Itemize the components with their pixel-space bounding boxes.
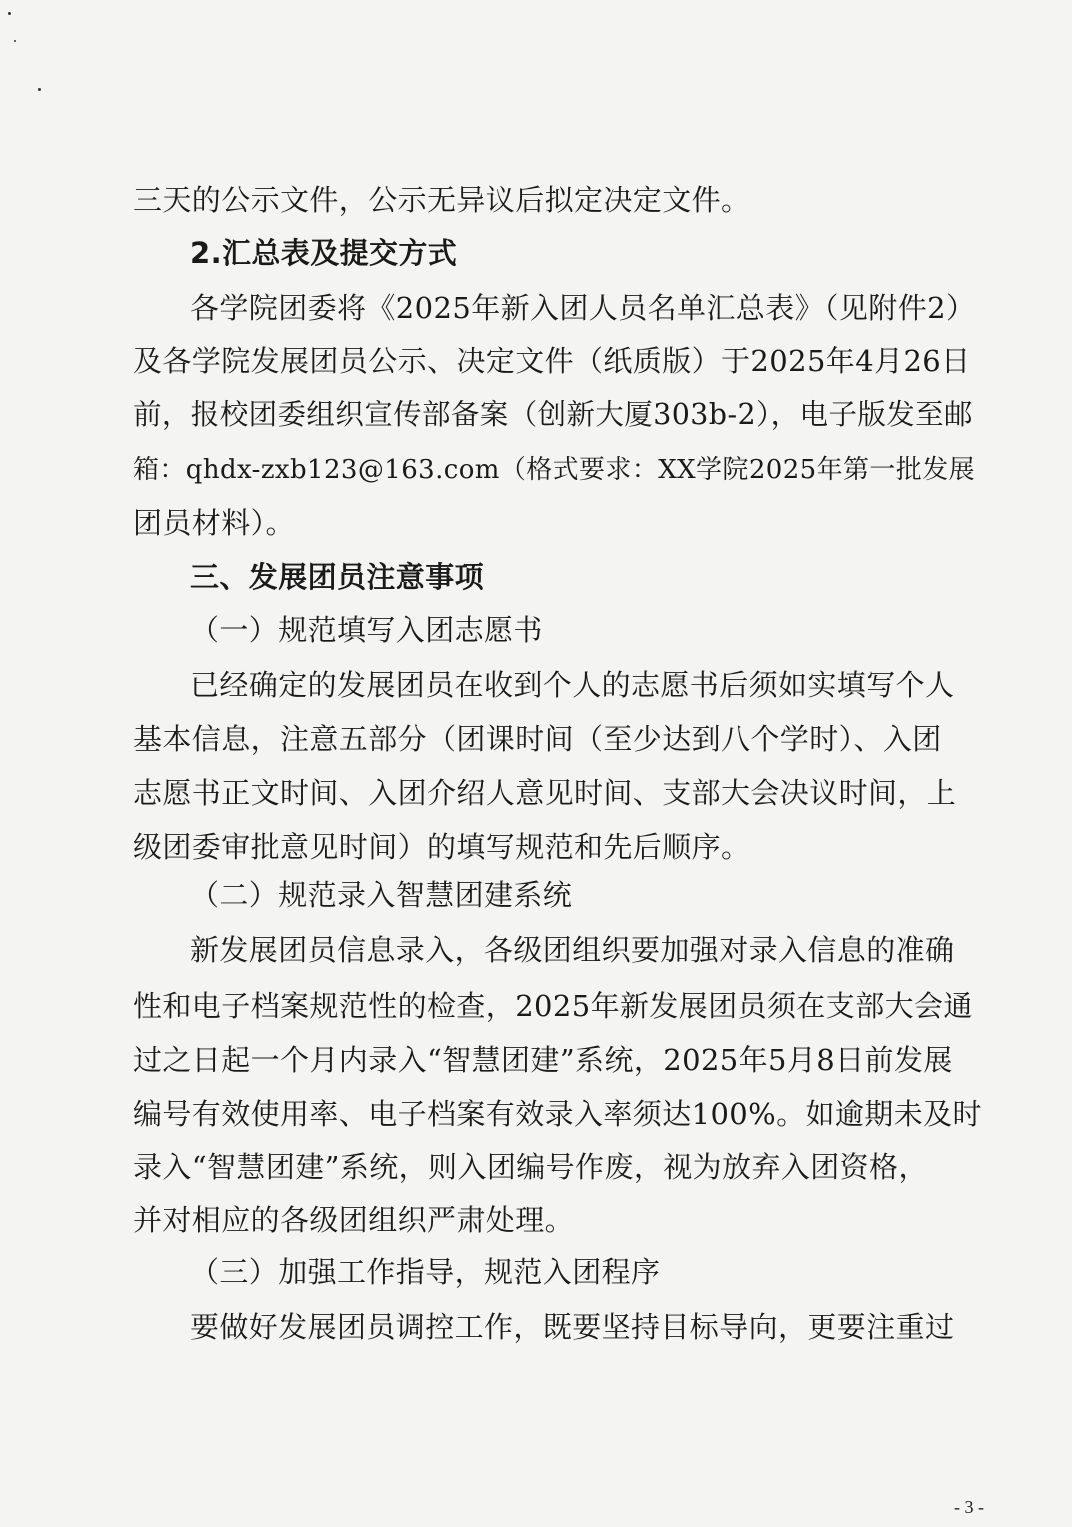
text-line: 性和电子档案规范性的检查，2025年新发展团员须在支部大会通 bbox=[133, 989, 973, 1023]
text-line: 编号有效使用率、电子档案有效录入率须达100%。如逾期未及时 bbox=[133, 1097, 982, 1131]
subsection-heading: （一）规范填写入团志愿书 bbox=[190, 613, 543, 647]
text-line: 及各学院发展团员公示、决定文件（纸质版）于2025年4月26日 bbox=[133, 344, 971, 378]
text-line: 并对相应的各级团组织严肃处理。 bbox=[133, 1203, 575, 1237]
text-line: 各学院团委将《2025年新入团人员名单汇总表》（见附件2） bbox=[190, 291, 976, 325]
text-line: 录入“智慧团建”系统，则入团编号作废，视为放弃入团资格， bbox=[133, 1150, 928, 1184]
text-line: 基本信息，注意五部分（团课时间（至少达到八个学时）、入团 bbox=[133, 722, 942, 756]
text-line: 志愿书正文时间、入团介绍人意见时间、支部大会决议时间，上 bbox=[133, 776, 957, 810]
text-line: 箱：qhdx-zxb123@163.com（格式要求：XX学院2025年第一批发展 bbox=[133, 455, 976, 485]
text-line: 已经确定的发展团员在收到个人的志愿书后须如实填写个人 bbox=[190, 668, 955, 702]
section-heading: 三、发展团员注意事项 bbox=[190, 560, 485, 594]
subsection-heading: （三）加强工作指导，规范入团程序 bbox=[190, 1255, 661, 1289]
text-line: 三天的公示文件，公示无异议后拟定决定文件。 bbox=[133, 183, 751, 217]
scan-speck bbox=[8, 12, 11, 15]
text-line: 级团委审批意见时间）的填写规范和先后顺序。 bbox=[133, 830, 751, 864]
text-line: 过之日起一个月内录入“智慧团建”系统，2025年5月8日前发展 bbox=[133, 1043, 953, 1077]
subsection-heading: （二）规范录入智慧团建系统 bbox=[190, 878, 573, 912]
scan-speck bbox=[14, 40, 16, 42]
page-number: - 3 - bbox=[954, 1497, 984, 1517]
text-line: 团员材料）。 bbox=[133, 506, 295, 540]
section-heading: 2.汇总表及提交方式 bbox=[190, 236, 458, 270]
text-line: 新发展团员信息录入，各级团组织要加强对录入信息的准确 bbox=[190, 933, 955, 967]
text-line: 要做好发展团员调控工作，既要坚持目标导向，更要注重过 bbox=[190, 1310, 955, 1344]
text-line: 前，报校团委组织宣传部备案（创新大厦303b-2），电子版发至邮 bbox=[133, 398, 973, 431]
scan-speck bbox=[38, 88, 41, 91]
